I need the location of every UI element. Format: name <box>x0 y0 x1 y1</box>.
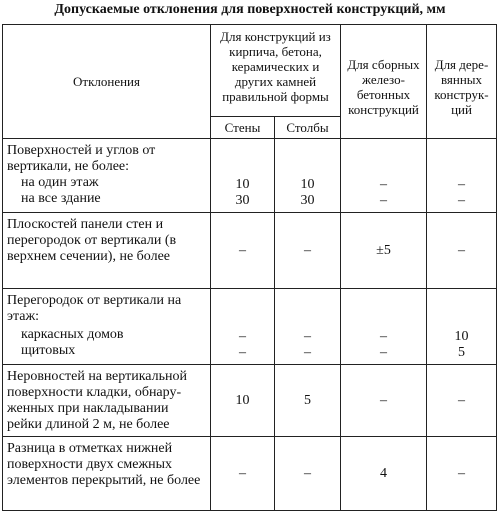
header-stone-group: Для конструкций из кирпича, бетона, керамических и других камней правильной формы <box>211 25 341 117</box>
cell-wooden: – <box>427 365 497 437</box>
value: – <box>458 193 465 208</box>
row-name: Перегородок от вертикали на этаж: <box>7 293 182 324</box>
header-row <box>3 25 497 117</box>
cell-precast <box>341 139 427 213</box>
cell-precast: – <box>341 365 427 437</box>
value: 30 <box>235 193 250 208</box>
header-walls: Стены <box>211 117 275 139</box>
header-wooden: Для дере-вянных конструк-ций <box>427 25 497 139</box>
cell-pillars <box>275 139 341 213</box>
header-pillars: Столбы <box>275 117 341 139</box>
cell-precast <box>341 289 427 365</box>
row-label <box>3 289 211 365</box>
value: – <box>380 329 387 344</box>
value: 10 <box>300 177 315 192</box>
value: – <box>239 329 246 344</box>
table-row <box>3 139 497 213</box>
table-row <box>3 437 497 511</box>
cell-walls: – <box>211 213 275 289</box>
value: 30 <box>300 193 315 208</box>
cell-wooden: – <box>427 213 497 289</box>
value: – <box>304 329 311 344</box>
table-row <box>3 289 497 365</box>
table-row <box>3 213 497 289</box>
cell-pillars: 5 <box>275 365 341 437</box>
row-name: Неровностей на вертикальной поверхности кладки, обнару-женных при накладывании рейки длиной 2 м, не более <box>3 365 211 437</box>
value: 10 <box>235 177 250 192</box>
table-row <box>3 365 497 437</box>
cell-wooden: – <box>427 437 497 511</box>
value: – <box>380 345 387 360</box>
header-precast: Для сборных железо-бетонных конструкций <box>341 25 427 139</box>
cell-walls: – <box>211 437 275 511</box>
sub-label: каркасных домов <box>21 327 124 342</box>
value: – <box>458 177 465 192</box>
deviations-table <box>2 24 497 511</box>
value: 10 <box>454 329 469 344</box>
header-deviations: Отклонения <box>3 25 211 139</box>
value: – <box>304 345 311 360</box>
value: – <box>239 345 246 360</box>
cell-pillars <box>275 289 341 365</box>
cell-precast: ±5 <box>341 213 427 289</box>
cell-precast: 4 <box>341 437 427 511</box>
cell-wooden <box>427 289 497 365</box>
row-name: Разница в отметках нижней поверхности двух смежных элементов перекрытий, не более <box>3 437 211 511</box>
value: 5 <box>458 345 465 360</box>
row-name: Поверхностей и углов от вертикали, не более: <box>7 143 156 174</box>
row-label <box>3 139 211 213</box>
sub-label: на все здание <box>21 191 101 206</box>
cell-walls <box>211 139 275 213</box>
cell-wooden <box>427 139 497 213</box>
cell-walls <box>211 289 275 365</box>
sub-label: щитовых <box>21 343 76 358</box>
row-name: Плоскостей панели стен и перегородок от вертикали (в верхнем сечении), не более <box>3 213 211 289</box>
value: – <box>380 177 387 192</box>
cell-pillars: – <box>275 437 341 511</box>
table-title: Допускаемые отклонения для поверхностей конструкций, мм <box>54 2 446 17</box>
sub-label: на один этаж <box>21 175 99 190</box>
value: – <box>380 193 387 208</box>
cell-pillars: – <box>275 213 341 289</box>
cell-walls: 10 <box>211 365 275 437</box>
